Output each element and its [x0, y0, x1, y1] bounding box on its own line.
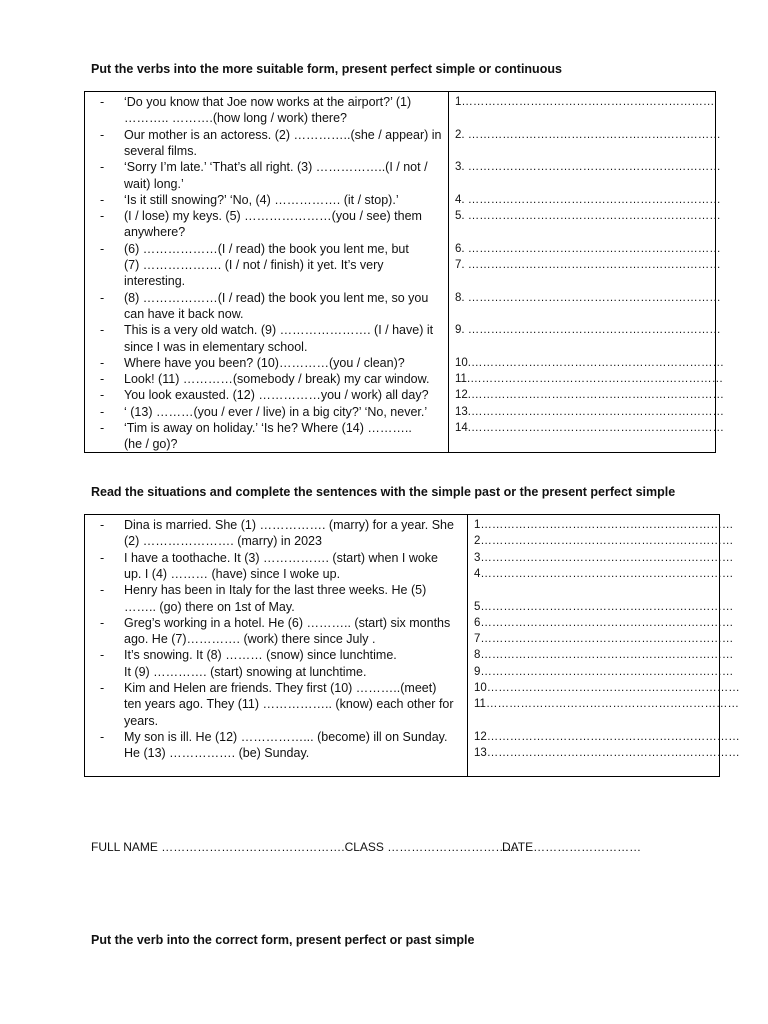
exercise-sentence: …….. (go) there on 1st of May.	[124, 599, 295, 614]
exercise-sentence: It’s snowing. It (8) ……… (snow) since lunchtime.	[124, 648, 397, 663]
answer-line[interactable]: 14.…………………………………………………………	[455, 422, 724, 434]
exercise-sentence: can have it back now.	[124, 306, 244, 321]
exercise-sentence: anywhere?	[124, 225, 186, 240]
answer-line[interactable]: 10…………………………………………………………	[474, 682, 740, 694]
exercise-sentence: ‘Is it still snowing?’ ‘No, (4) ……………. (it / stop).’	[124, 192, 399, 207]
answer-line[interactable]: 13…………………………………………………………	[474, 747, 740, 760]
column-divider	[448, 92, 449, 452]
bullet-dash: -	[100, 95, 105, 109]
answer-line[interactable]: 10.…………………………………………………………	[455, 356, 724, 369]
exercise-sentence: Look! (11) …………(somebody / break) my car window.	[124, 372, 430, 387]
exercise-sentence: (7) ………………. (I / not / finish) it yet. It’s very	[124, 258, 384, 272]
answer-line[interactable]: 9. …………………………………………………………	[455, 324, 721, 337]
answer-line[interactable]: 9…………………………………………………………	[474, 665, 734, 678]
exercise-sentence: Dina is married. She (1) ……………. (marry) for a year. She	[124, 518, 454, 532]
exercise-sentence: Where have you been? (10)…………(you / clean)?	[124, 355, 405, 370]
exercise-sentence: He (13) ……………. (be) Sunday.	[124, 746, 310, 761]
bullet-dash: -	[100, 583, 105, 598]
exercise-sentence: ‘Sorry I’m late.’ ‘That’s all right. (3) ……………..(I / not /	[124, 160, 428, 175]
exercise-sentence: Kim and Helen are friends. They first (10) ………..(meet)	[124, 681, 437, 695]
bullet-dash: -	[100, 681, 105, 695]
exercise-sentence: Henry has been in Italy for the last three weeks. He (5)	[124, 583, 427, 598]
answer-line[interactable]: 6. …………………………………………………………	[455, 242, 721, 255]
answer-line[interactable]: 4…………………………………………………………	[474, 567, 734, 580]
bullet-dash: -	[100, 550, 105, 565]
answer-line[interactable]: 6…………………………………………………………	[474, 616, 734, 629]
exercise-sentence: since I was in elementary school.	[124, 339, 308, 354]
bullet-dash: -	[100, 404, 105, 419]
exercise-sentence: up. I (4) ……… (have) since I woke up.	[124, 566, 341, 581]
answer-line[interactable]: 3…………………………………………………………	[474, 551, 734, 564]
exercise2-table	[84, 514, 740, 777]
exercise-sentence: It (9) …………. (start) snowing at lunchtime.	[124, 664, 367, 679]
exercise-sentence: ‘ (13) ………(you / ever / live) in a big city?’ ‘No, never.’	[124, 404, 428, 419]
bullet-dash: -	[100, 615, 105, 630]
full-name-class-field: FULL NAME ……………………………………….CLASS ……………………………	[91, 840, 520, 854]
bullet-dash: -	[100, 209, 105, 224]
bullet-dash: -	[100, 127, 105, 142]
exercise-sentence: (I / lose) my keys. (5) …………………(you / see) them	[124, 209, 422, 224]
answer-line[interactable]: 13.…………………………………………………………	[455, 405, 724, 418]
answer-line[interactable]: 7…………………………………………………………	[474, 633, 734, 646]
bullet-dash: -	[100, 421, 105, 435]
answer-line[interactable]: 4. …………………………………………………………	[455, 193, 721, 206]
exercise-sentence: (8) ………………(I / read) the book you lent me, so you	[124, 290, 429, 305]
answer-line[interactable]: 11.…………………………………………………………	[455, 373, 724, 386]
column-divider	[467, 515, 468, 776]
exercise-sentence: ‘Do you know that Joe now works at the airport?’ (1)	[124, 95, 412, 109]
bullet-dash: -	[100, 355, 105, 370]
answer-line[interactable]: 5. …………………………………………………………	[455, 210, 721, 223]
answer-line[interactable]: 2. …………………………………………………………	[455, 128, 721, 141]
answer-line[interactable]: 3. …………………………………………………………	[455, 161, 721, 174]
bullet-dash: -	[100, 372, 105, 387]
answer-line[interactable]: 1…………………………………………………………	[455, 96, 715, 108]
exercise-sentence: (he / go)?	[124, 437, 178, 452]
exercise-sentence: ‘Tim is away on holiday.’ ‘Is he? Where (14) ………..	[124, 421, 412, 435]
exercise-sentence: Greg’s working in a hotel. He (6) ……….. (start) six months	[124, 615, 451, 630]
answer-line[interactable]: 8…………………………………………………………	[474, 649, 734, 662]
exercise-sentence: several films.	[124, 143, 197, 158]
answer-line[interactable]: 7. …………………………………………………………	[455, 259, 721, 271]
exercise-sentence: years.	[124, 713, 159, 728]
section3-heading: Put the verb into the correct form, present perfect or past simple	[91, 933, 475, 947]
exercise-sentence: ago. He (7)…………. (work) there since July .	[124, 632, 376, 647]
date-field: DATE………………………	[502, 840, 642, 854]
bullet-dash: -	[100, 729, 105, 744]
exercise-sentence: I have a toothache. It (3) ……………. (start) when I woke	[124, 550, 439, 565]
exercise-sentence: (2) …………………. (marry) in 2023	[124, 534, 322, 549]
exercise-sentence: This is a very old watch. (9) …………………. (I / have) it	[124, 323, 434, 338]
exercise-sentence: My son is ill. He (12) ……………... (become) ill on Sunday.	[124, 729, 448, 744]
answer-line[interactable]: 12.…………………………………………………………	[455, 389, 724, 402]
exercise-sentence: (6) ………………(I / read) the book you lent me, but	[124, 241, 409, 256]
bullet-dash: -	[100, 388, 105, 403]
bullet-dash: -	[100, 192, 105, 207]
answer-line[interactable]: 5…………………………………………………………	[474, 600, 734, 613]
answer-line[interactable]: 11…………………………………………………………	[474, 698, 739, 711]
section1-heading: Put the verbs into the more suitable form, present perfect simple or continuous	[91, 62, 562, 76]
exercise-sentence: ten years ago. They (11) …………….. (know) each other for	[124, 697, 454, 712]
answer-line[interactable]: 8. …………………………………………………………	[455, 291, 721, 304]
bullet-dash: -	[100, 518, 105, 532]
exercise-sentence: You look exausted. (12) ……………you / work) all day?	[124, 388, 429, 403]
bullet-dash: -	[100, 323, 105, 338]
answer-line[interactable]: 12…………………………………………………………	[474, 730, 740, 743]
exercise1-table	[84, 91, 724, 453]
bullet-dash: -	[100, 648, 105, 663]
exercise-sentence: interesting.	[124, 274, 186, 289]
bullet-dash: -	[100, 160, 105, 175]
bullet-dash: -	[100, 241, 105, 256]
exercise-sentence: Our mother is an actoress. (2) …………..(she / appear) in	[124, 127, 442, 142]
bullet-dash: -	[100, 290, 105, 305]
exercise-sentence: ……….. ……….(how long / work) there?	[124, 111, 347, 126]
answer-line[interactable]: 1…………………………………………………………	[474, 519, 734, 531]
exercise-sentence: wait) long.’	[124, 176, 184, 191]
section2-heading: Read the situations and complete the sentences with the simple past or the present perfect simple	[91, 485, 676, 499]
answer-line[interactable]: 2…………………………………………………………	[474, 535, 734, 548]
